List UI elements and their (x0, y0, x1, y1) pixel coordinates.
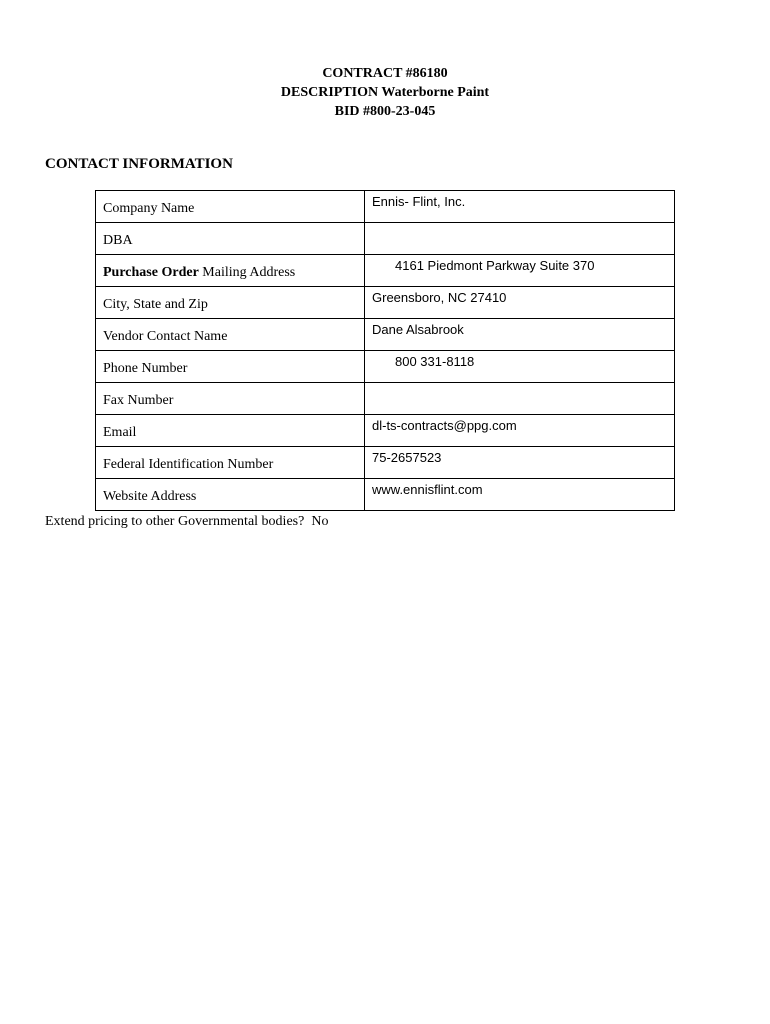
table-row (96, 383, 675, 415)
contact-information-table (95, 190, 675, 511)
federal-id-label: Federal Identification Number (96, 447, 365, 479)
city-state-zip-value: Greensboro, NC 27410 (365, 287, 675, 319)
city-state-zip-label: City, State and Zip (96, 287, 365, 319)
mailing-address-label (96, 255, 365, 287)
table-row (96, 447, 675, 479)
phone-number-label: Phone Number (96, 351, 365, 383)
extend-pricing-line (45, 514, 328, 530)
fax-number-value (365, 383, 675, 415)
table-row (96, 351, 675, 383)
federal-id-value: 75-2657523 (365, 447, 675, 479)
dba-value (365, 223, 675, 255)
fax-number-label: Fax Number (96, 383, 365, 415)
table-row (96, 255, 675, 287)
phone-number-value: 800 331-8118 (365, 351, 675, 383)
website-address-value: www.ennisflint.com (365, 479, 675, 511)
contract-description: DESCRIPTION Waterborne Paint (280, 85, 490, 100)
table-row (96, 287, 675, 319)
company-name-value: Ennis- Flint, Inc. (365, 191, 675, 223)
bid-number: BID #800-23-045 (334, 104, 436, 119)
contract-number: CONTRACT #86180 (322, 66, 448, 81)
table-row (96, 415, 675, 447)
section-title: CONTACT INFORMATION (45, 156, 233, 172)
table-row (96, 479, 675, 511)
extend-pricing-answer: No (311, 514, 329, 529)
table-row (96, 319, 675, 351)
extend-pricing-question: Extend pricing to other Governmental bodies? (45, 514, 305, 529)
table-row (96, 223, 675, 255)
company-name-label: Company Name (96, 191, 365, 223)
table-row (96, 191, 675, 223)
purchase-order-label: Purchase Order (103, 264, 199, 280)
vendor-contact-label: Vendor Contact Name (96, 319, 365, 351)
mailing-address-label-rest: Mailing Address (198, 264, 296, 280)
document-header (0, 64, 770, 121)
mailing-address-value: 4161 Piedmont Parkway Suite 370 (365, 255, 675, 287)
dba-label: DBA (96, 223, 365, 255)
email-value: dl-ts-contracts@ppg.com (365, 415, 675, 447)
vendor-contact-value: Dane Alsabrook (365, 319, 675, 351)
website-address-label: Website Address (96, 479, 365, 511)
email-label: Email (96, 415, 365, 447)
